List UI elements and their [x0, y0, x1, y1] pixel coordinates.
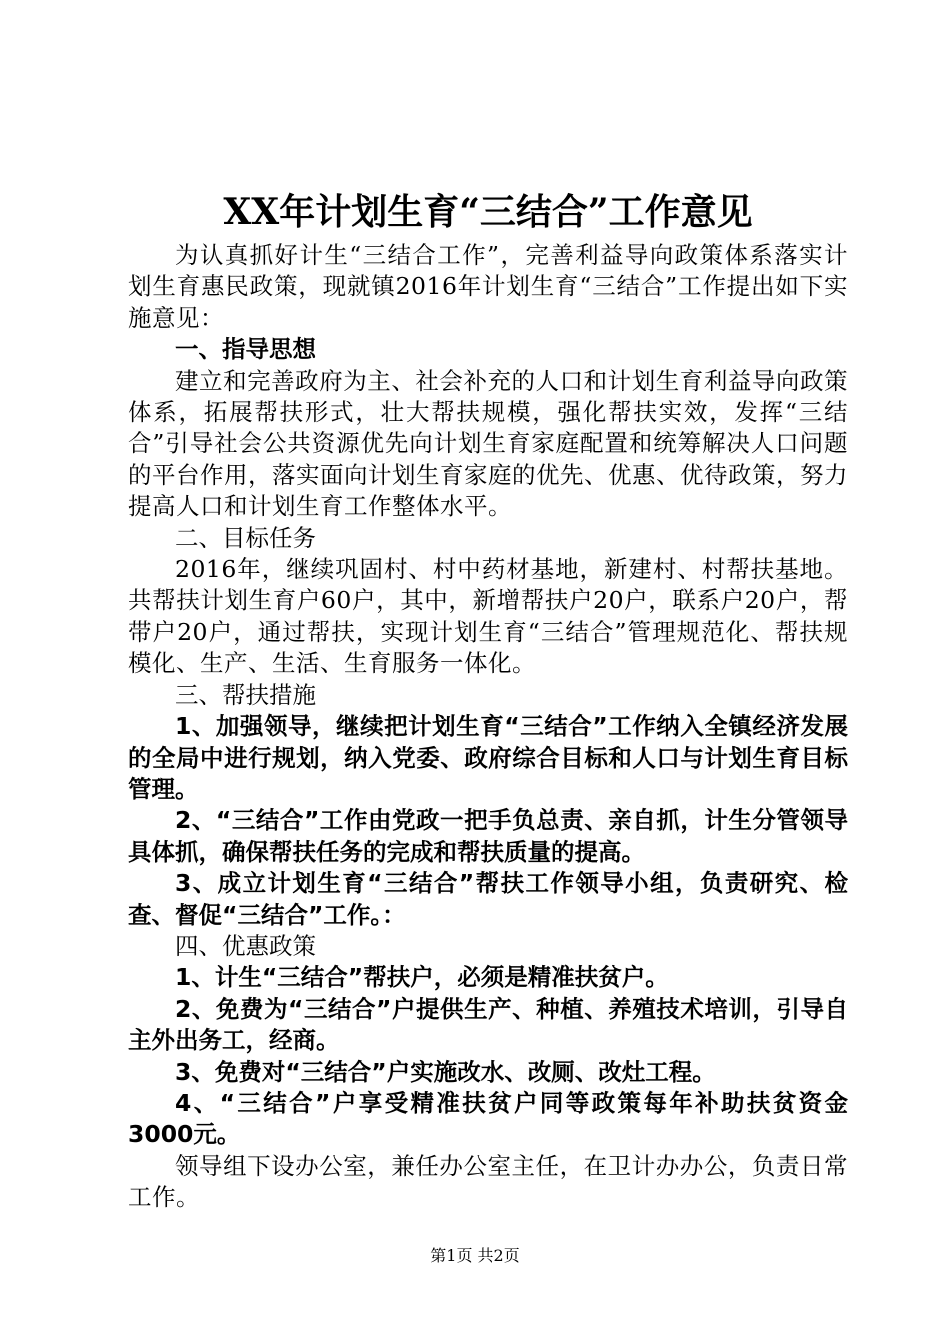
policy-item-1: 1、计生“三结合”帮扶户，必须是精准扶贫户。 [175, 963, 669, 992]
section-heading-policies: 四、优惠政策 [175, 931, 316, 960]
measure-item-1: 1、加强领导，继续把计划生育“三结合”工作纳入全镇经济发展的全局中进行规划，纳入党委、政府综合目标和人口与计划生育目标管理。 [128, 712, 848, 803]
targets-paragraph: 2016年，继续巩固村、村中药材基地，新建村、村帮扶基地。共帮扶计划生育户60户，其中，新增帮扶户20户，联系户20户，帮带户20户，通过帮扶，实现计划生育“三结合”管理规范化、帮扶规模化、生产、生活、生育服务一体化。 [128, 555, 848, 678]
policy-item-3: 3、免费对“三结合”户实施改水、改厕、改灶工程。 [175, 1057, 716, 1086]
page-footer: 第1页 共2页 [430, 1246, 520, 1265]
policy-item-2: 2、免费为“三结合”户提供生产、种植、养殖技术培训，引导自主外出务工，经商。 [128, 994, 848, 1055]
intro-paragraph: 为认真抓好计生“三结合工作”，完善利益导向政策体系落实计划生育惠民政策，现就镇2016年计划生育“三结合”工作提出如下实施意见： [128, 241, 848, 332]
document-page [128, 186, 848, 1214]
section-heading-measures: 三、帮扶措施 [175, 680, 316, 709]
policy-item-4: 4、“三结合”户享受精准扶贫户同等政策每年补助扶贫资金3000元。 [128, 1088, 848, 1149]
office-paragraph: 领导组下设办公室，兼任办公室主任，在卫计办办公，负责日常工作。 [128, 1151, 848, 1212]
section-heading-guiding-ideology: 一、指导思想 [175, 335, 316, 364]
guiding-ideology-paragraph: 建立和完善政府为主、社会补充的人口和计划生育利益导向政策体系，拓展帮扶形式，壮大帮扶规模，强化帮扶实效，发挥“三结合”引导社会公共资源优先向计划生育家庭配置和统筹解决人口问题的平台作用，落实面向计划生育家庭的优先、优惠、优待政策，努力提高人口和计划生育工作整体水平。 [128, 366, 848, 521]
section-heading-targets: 二、目标任务 [175, 523, 316, 552]
measure-item-2: 2、“三结合”工作由党政一把手负总责、亲自抓，计生分管领导具体抓，确保帮扶任务的完成和帮扶质量的提高。 [128, 806, 848, 866]
measure-item-3: 3、成立计划生育“三结合”帮扶工作领导小组，负责研究、检查、督促“三结合”工作。： [128, 869, 848, 929]
document-title: XX年计划生育“三结合”工作意见 [223, 191, 753, 233]
